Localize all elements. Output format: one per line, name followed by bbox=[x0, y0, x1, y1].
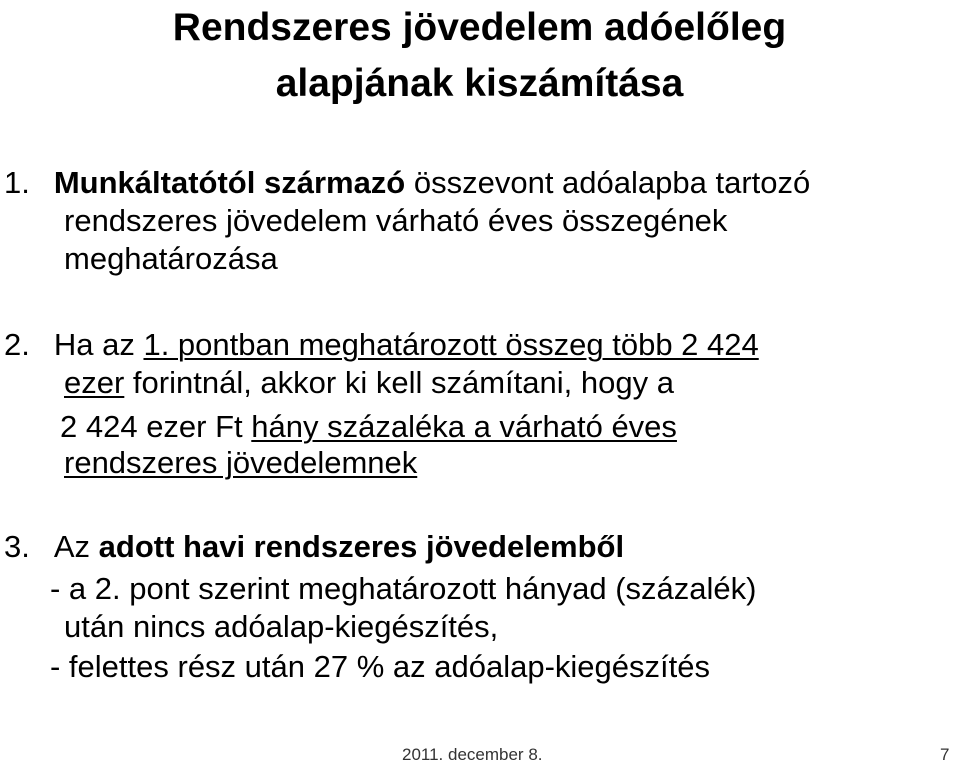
title-line-1: Rendszeres jövedelem adóelőleg bbox=[172, 6, 787, 49]
item2-line1 bbox=[4, 326, 759, 364]
item1-line3: meghatározása bbox=[64, 241, 278, 276]
item1-number: 1. bbox=[4, 165, 30, 200]
item1-bold-text: Munkáltatótól származó bbox=[53, 165, 406, 200]
slide-title bbox=[0, 0, 959, 112]
item3-line3: után nincs adóalap-kiegészítés, bbox=[64, 609, 499, 644]
item2-underlined-1: 1. pontban meghatározott összeg több 2 424 bbox=[143, 327, 759, 362]
item3-line1 bbox=[4, 528, 624, 566]
item2-line3-underlined: hány százaléka a várható éves bbox=[251, 409, 677, 444]
item1-line2: rendszeres jövedelem várható éves összegének bbox=[64, 203, 728, 238]
footer-date: 2011. december 8. bbox=[402, 745, 543, 764]
title-line-2: alapjának kiszámítása bbox=[275, 62, 684, 105]
item3-pre: Az bbox=[53, 529, 99, 564]
item2-line4: rendszeres jövedelemnek bbox=[64, 445, 418, 480]
footer-page-number: 7 bbox=[940, 745, 950, 764]
item2-line3 bbox=[60, 408, 677, 446]
item3-line2: - a 2. pont szerint meghatározott hányad (százalék) bbox=[50, 571, 757, 606]
item3-number: 3. bbox=[4, 529, 30, 564]
item2-rest: forintnál, akkor ki kell számítani, hogy a bbox=[124, 365, 674, 400]
item2-line3-pre: 2 424 ezer Ft bbox=[60, 409, 252, 444]
item1-line1 bbox=[4, 164, 810, 202]
item3-bold-text: adott havi rendszeres jövedelemből bbox=[98, 529, 625, 564]
item2-underlined-2: ezer bbox=[64, 365, 125, 400]
item2-line2 bbox=[64, 364, 674, 402]
item2-number: 2. bbox=[4, 327, 30, 362]
item3-line4: - felettes rész után 27 % az adóalap-kiegészítés bbox=[50, 649, 710, 684]
item1-text: összevont adóalapba tartozó bbox=[405, 165, 811, 200]
item2-pre: Ha az bbox=[53, 327, 144, 362]
